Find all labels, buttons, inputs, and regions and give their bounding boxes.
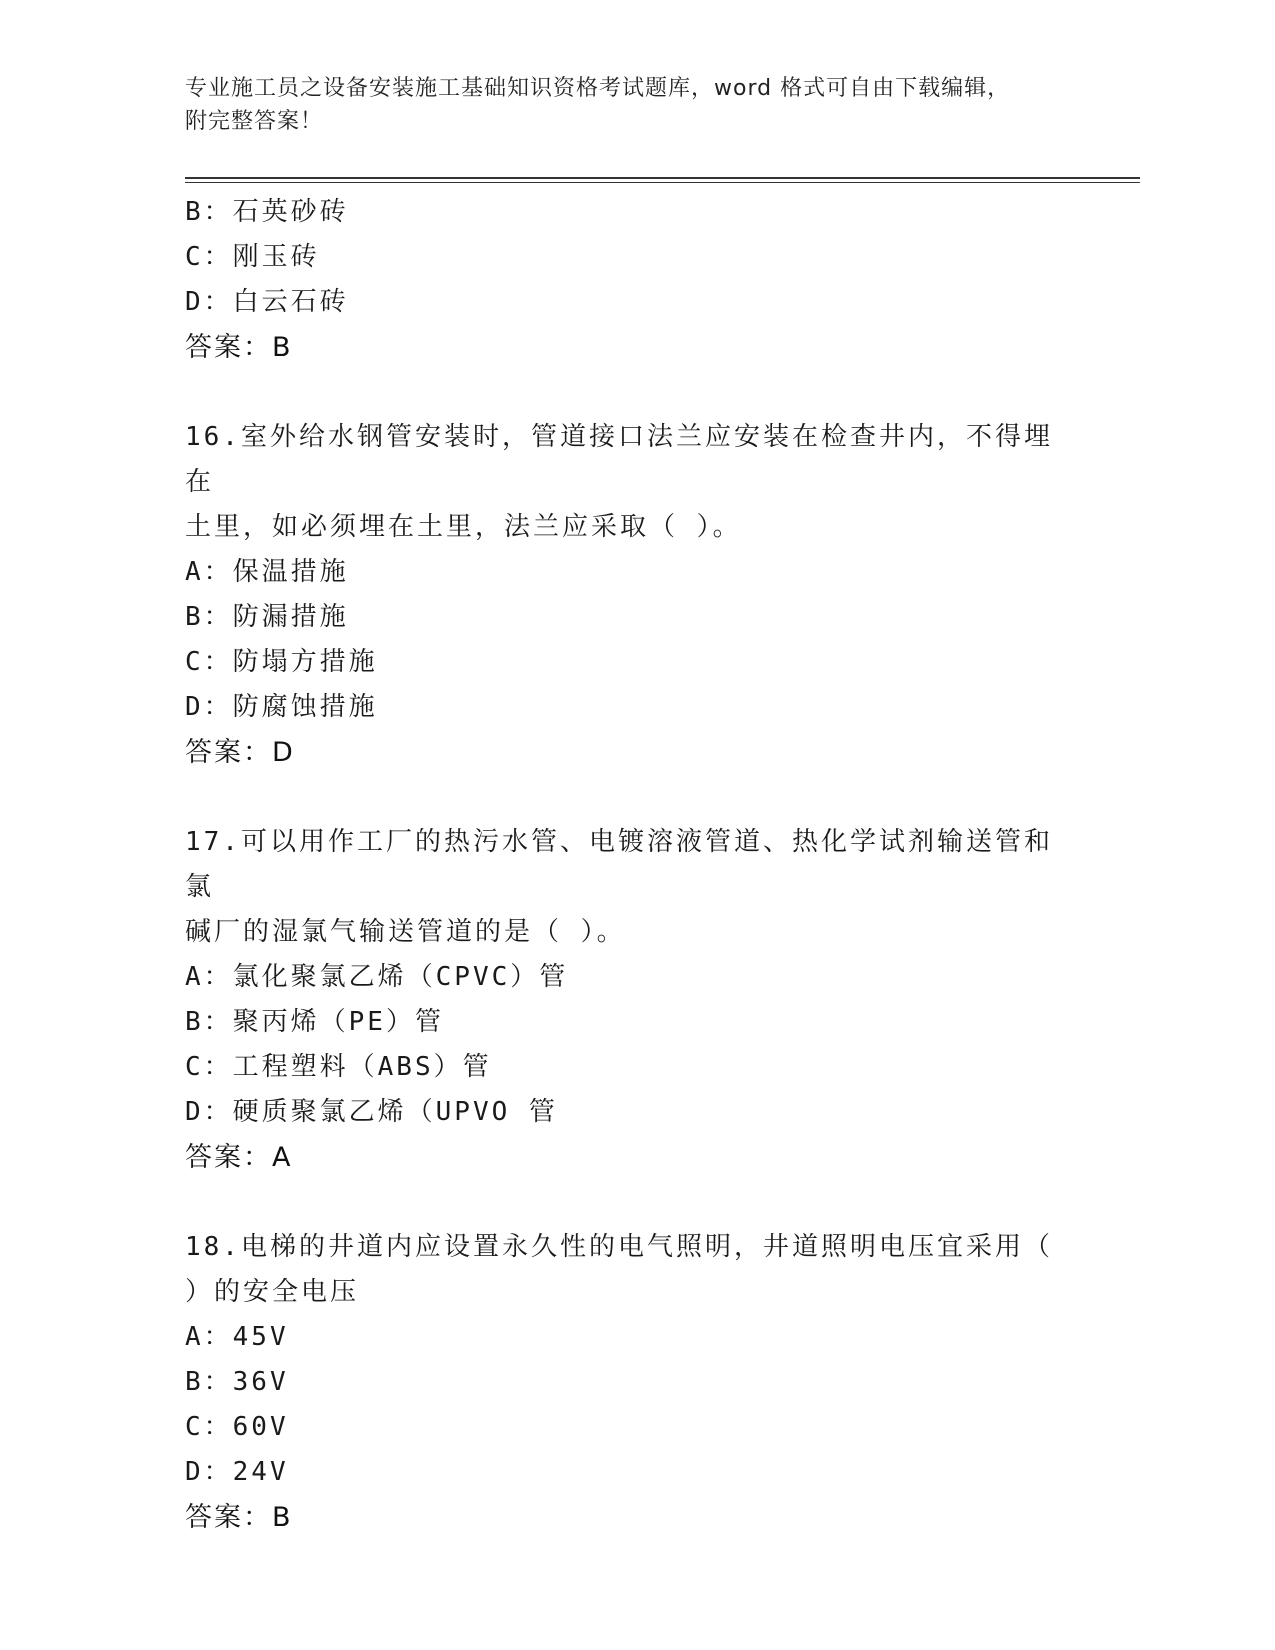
option-a: A：氯化聚氯乙烯（CPVC）管 [185, 962, 569, 992]
answer-line: 答案：B [185, 332, 293, 363]
answer-line: 答案：A [185, 1142, 293, 1173]
question-stem-line-2: 土里，如必须埋在土里，法兰应采取（ ）。 [185, 512, 742, 542]
header-rule-thick [185, 177, 1140, 179]
option-d: D：白云石砖 [185, 287, 349, 317]
question-stem-line-1: 16.室外给水钢管安装时，管道接口法兰应安装在检查井内，不得埋在 [185, 422, 1053, 497]
document-body [185, 190, 1085, 1541]
option-a: A：保温措施 [185, 557, 349, 587]
option-c: C：刚玉砖 [185, 242, 320, 272]
document-header [185, 72, 1105, 138]
question-stem-line-1: 18.电梯的井道内应设置永久性的电气照明，井道照明电压宜采用（ [185, 1232, 1053, 1262]
option-b: B：36V [185, 1367, 289, 1397]
option-d: D：防腐蚀措施 [185, 692, 378, 722]
header-line-1: 专业施工员之设备安装施工基础知识资格考试题库，word 格式可自由下载编辑， [185, 76, 1011, 101]
question-16 [185, 415, 1085, 776]
option-d: D：24V [185, 1457, 289, 1487]
option-c: C：工程塑料（ABS）管 [185, 1052, 492, 1082]
question-stem-line-1: 17.可以用作工厂的热污水管、电镀溶液管道、热化学试剂输送管和氯 [185, 827, 1053, 902]
option-b: B：聚丙烯（PE）管 [185, 1007, 444, 1037]
answer-line: 答案：B [185, 1502, 293, 1533]
question-15 [185, 190, 1085, 371]
question-stem-line-2: 碱厂的湿氯气输送管道的是（ ）。 [185, 917, 626, 947]
header-rule-thin [185, 182, 1140, 183]
question-18 [185, 1225, 1085, 1541]
answer-line: 答案：D [185, 737, 295, 768]
option-c: C：60V [185, 1412, 289, 1442]
option-a: A：45V [185, 1322, 289, 1352]
option-c: C：防塌方措施 [185, 647, 378, 677]
option-b: B：石英砂砖 [185, 197, 349, 227]
question-17 [185, 820, 1085, 1181]
header-line-2: 附完整答案！ [185, 109, 324, 134]
question-stem-line-2: ）的安全电压 [185, 1277, 360, 1307]
option-d: D：硬质聚氯乙烯（UPVO 管 [185, 1097, 558, 1127]
option-b: B：防漏措施 [185, 602, 349, 632]
